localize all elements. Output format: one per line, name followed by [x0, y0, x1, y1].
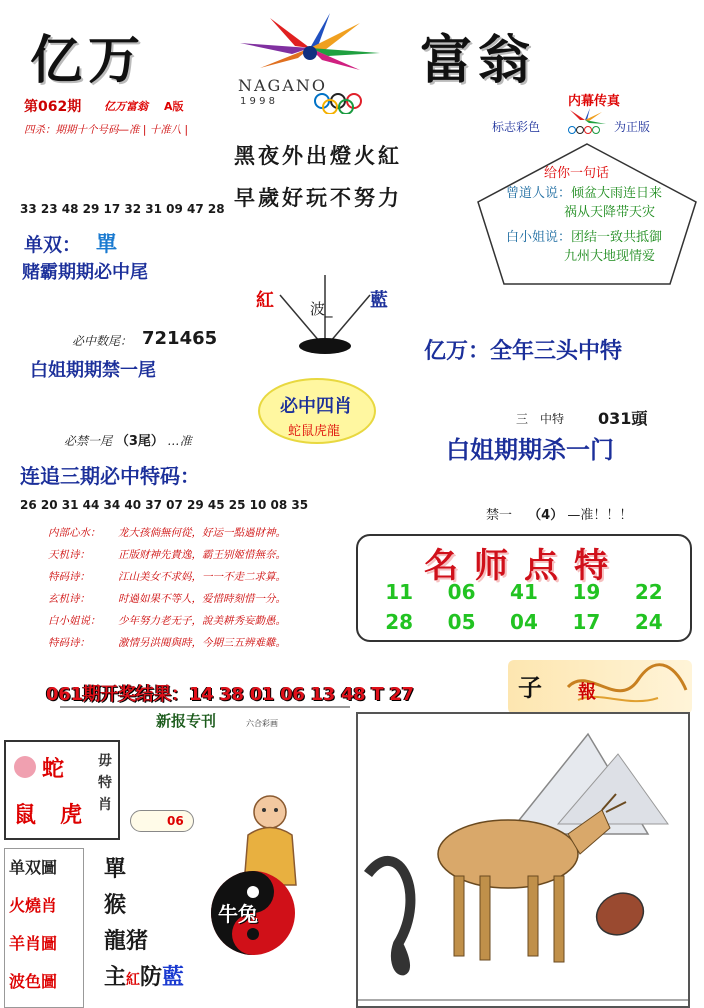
tag-number: 06 [167, 814, 184, 828]
wave-mid: 波_ [310, 300, 333, 318]
fang-label: 防 [140, 964, 163, 990]
logo-year: 1 9 9 8 [240, 96, 275, 107]
master-number: 04 [510, 610, 538, 634]
master-number: 41 [510, 580, 538, 604]
result-banner: 061期开奖结果：14 38 01 06 13 48 T 27 [46, 684, 414, 705]
chain-numbers: 26 20 31 44 34 40 37 07 29 45 25 10 08 35 [20, 498, 309, 512]
yinyang-badge [208, 868, 298, 958]
poem-label: 天机诗： [48, 549, 90, 561]
head-sub: 白姐期期杀一门 [446, 436, 614, 464]
jinwei-row [64, 430, 192, 449]
poem-text: 龙大孩倘無何從，好运一點過財神。 [118, 527, 286, 539]
poem-text: 正版财神先貴逸，霸王别姬惜無奈。 [118, 549, 286, 561]
master-number: 11 [385, 580, 414, 604]
magazine-label [156, 708, 306, 734]
zodiac-side: 毋特肖 [98, 753, 112, 813]
zibao-zi: 子 [518, 674, 542, 702]
fax-left: 标志彩色 [492, 120, 541, 134]
zibao-bao: 報 [578, 682, 596, 703]
wave-blue: 藍 [370, 290, 388, 311]
logo-text: NAGANO [238, 76, 328, 95]
bai-line2: 九州大地现情爱 [564, 249, 656, 264]
master-number: 06 [447, 580, 476, 604]
ox-drawing-icon [358, 714, 688, 1006]
jinmen-label: 禁一 [486, 508, 513, 523]
pentagon-bai [506, 228, 662, 247]
bottom-left-panel [0, 740, 350, 1008]
tag-badge [130, 810, 194, 832]
danshuang-value: 單 [96, 232, 117, 256]
poem-text: 少年努力老无子，說美耕秀妄勤愚。 [118, 615, 286, 627]
lan-label: 藍 [162, 964, 185, 990]
bai-label: 白小姐说： [506, 230, 572, 245]
magazine-title: 新报专刊 [156, 712, 217, 730]
poem-label: 白小姐说： [48, 615, 101, 627]
issue-brand: 亿万富翁 [104, 100, 148, 113]
bai-line1: 团结一致共抵御 [571, 230, 663, 245]
poem-list [48, 522, 368, 654]
zeng-line2: 祸从天降带天灾 [564, 205, 656, 220]
slogan-line2: 早歲好玩不努力 [234, 185, 402, 210]
slogan-line1: 黑夜外出燈火紅 [234, 143, 402, 168]
danshuang-sub: 赌霸期期必中尾 [22, 262, 148, 283]
pentagon-zeng [506, 184, 662, 203]
zodiac-card [4, 740, 120, 840]
olympic-rings-icon [310, 92, 390, 114]
hong-label: 紅 [126, 972, 141, 988]
bizhong-sub: 白姐期期禁一尾 [30, 360, 156, 381]
poem-label: 内部心水： [48, 527, 101, 539]
master-number: 17 [572, 610, 601, 634]
master-number: 24 [634, 610, 663, 634]
zibao-banner [508, 660, 692, 714]
master-box [356, 534, 692, 642]
monkey-value: 猴 [104, 892, 127, 918]
danshuang-label: 单双： [24, 234, 82, 256]
jinmen-tail: —准！！！ [567, 508, 633, 523]
four-zodiac-title: 必中四肖 [280, 396, 352, 417]
poem-label: 特码诗： [48, 571, 90, 583]
row-label: 单双圖 [9, 858, 58, 877]
zhu-row [104, 960, 184, 991]
issue-subtitle: 四杀：期期十个号码—准 | 十准八 | [24, 124, 189, 136]
fax-right: 为正版 [614, 120, 651, 134]
poem-row [48, 632, 368, 654]
bizhong-label: 必中数尾： [72, 334, 133, 348]
zodiac-rat: 鼠 [14, 802, 37, 828]
poem-label: 玄机诗： [48, 593, 90, 605]
title-left: 亿万 [30, 30, 147, 91]
yiwan-motto: 亿万：全年三头中特 [424, 339, 623, 364]
master-number: 28 [385, 610, 414, 634]
poem-row [48, 566, 368, 588]
magazine-small: 六合彩画 [246, 719, 278, 728]
fax-logo-icon [560, 106, 610, 136]
title-right: 富翁 [420, 30, 537, 91]
zeng-line1: 倾盆大雨连日来 [571, 186, 663, 201]
bizhong-value: 721465 [142, 328, 218, 349]
pentagon-title: 给你一句话 [544, 166, 610, 181]
poem-row [48, 522, 368, 544]
jinwei-value: （3尾） [115, 434, 164, 449]
row-label: 羊肖圖 [9, 934, 58, 953]
dan-value: 單 [104, 856, 127, 882]
poem-text: 激情另洪閱與時，今期三五辨难難。 [118, 637, 286, 649]
bell-icon [14, 756, 36, 778]
dragon-pig-value: 龍猪 [104, 928, 149, 954]
zeng-label: 曾道人说： [506, 186, 572, 201]
jinwei-label: 必禁一尾 [64, 434, 113, 448]
head-label: 三 中特 [516, 412, 565, 426]
ox-illustration [356, 712, 690, 1008]
poem-text: 时過如果不等人，爱惜時刻惜一分。 [118, 593, 286, 605]
chain-title: 连追三期必中特码： [20, 464, 200, 488]
master-number: 19 [572, 580, 601, 604]
row-label: 火燒肖 [9, 896, 58, 915]
issue-number: 第062期 [24, 99, 82, 115]
master-row1 [358, 580, 690, 604]
wave-red: 紅 [256, 290, 274, 311]
jinwei-tail: …准 [167, 434, 192, 448]
chart-rows [4, 848, 84, 1008]
poem-row [48, 544, 368, 566]
pentagon-box [474, 140, 700, 288]
jinmen-row [486, 504, 632, 523]
master-number: 05 [447, 610, 476, 634]
fax-title: 内幕传真 [568, 94, 621, 109]
master-row2 [358, 610, 690, 634]
master-title: 名师点特 [424, 546, 624, 586]
poem-row [48, 588, 368, 610]
issue-grade: A版 [164, 100, 184, 113]
zodiac-snake: 蛇 [42, 756, 65, 782]
nagano-logo [210, 8, 410, 118]
ox-rabbit-value: 牛兔 [218, 902, 258, 926]
four-zodiac-value: 蛇鼠虎龍 [288, 424, 341, 439]
numbers-row1: 33 23 48 29 17 32 31 09 47 28 [20, 202, 225, 216]
four-zodiac-oval [258, 378, 376, 444]
row-label: 波色圖 [9, 972, 58, 991]
zhu-label: 主 [104, 964, 127, 990]
wave-graphic [250, 270, 400, 360]
poem-row [48, 610, 368, 632]
zodiac-tiger: 虎 [60, 802, 83, 828]
poem-label: 特码诗： [48, 637, 90, 649]
head-value: 031頭 [598, 409, 648, 428]
poem-text: 江山美女不求妈，一一不走二求算。 [118, 571, 286, 583]
master-number: 22 [634, 580, 663, 604]
jinmen-value: （4） [528, 508, 564, 523]
